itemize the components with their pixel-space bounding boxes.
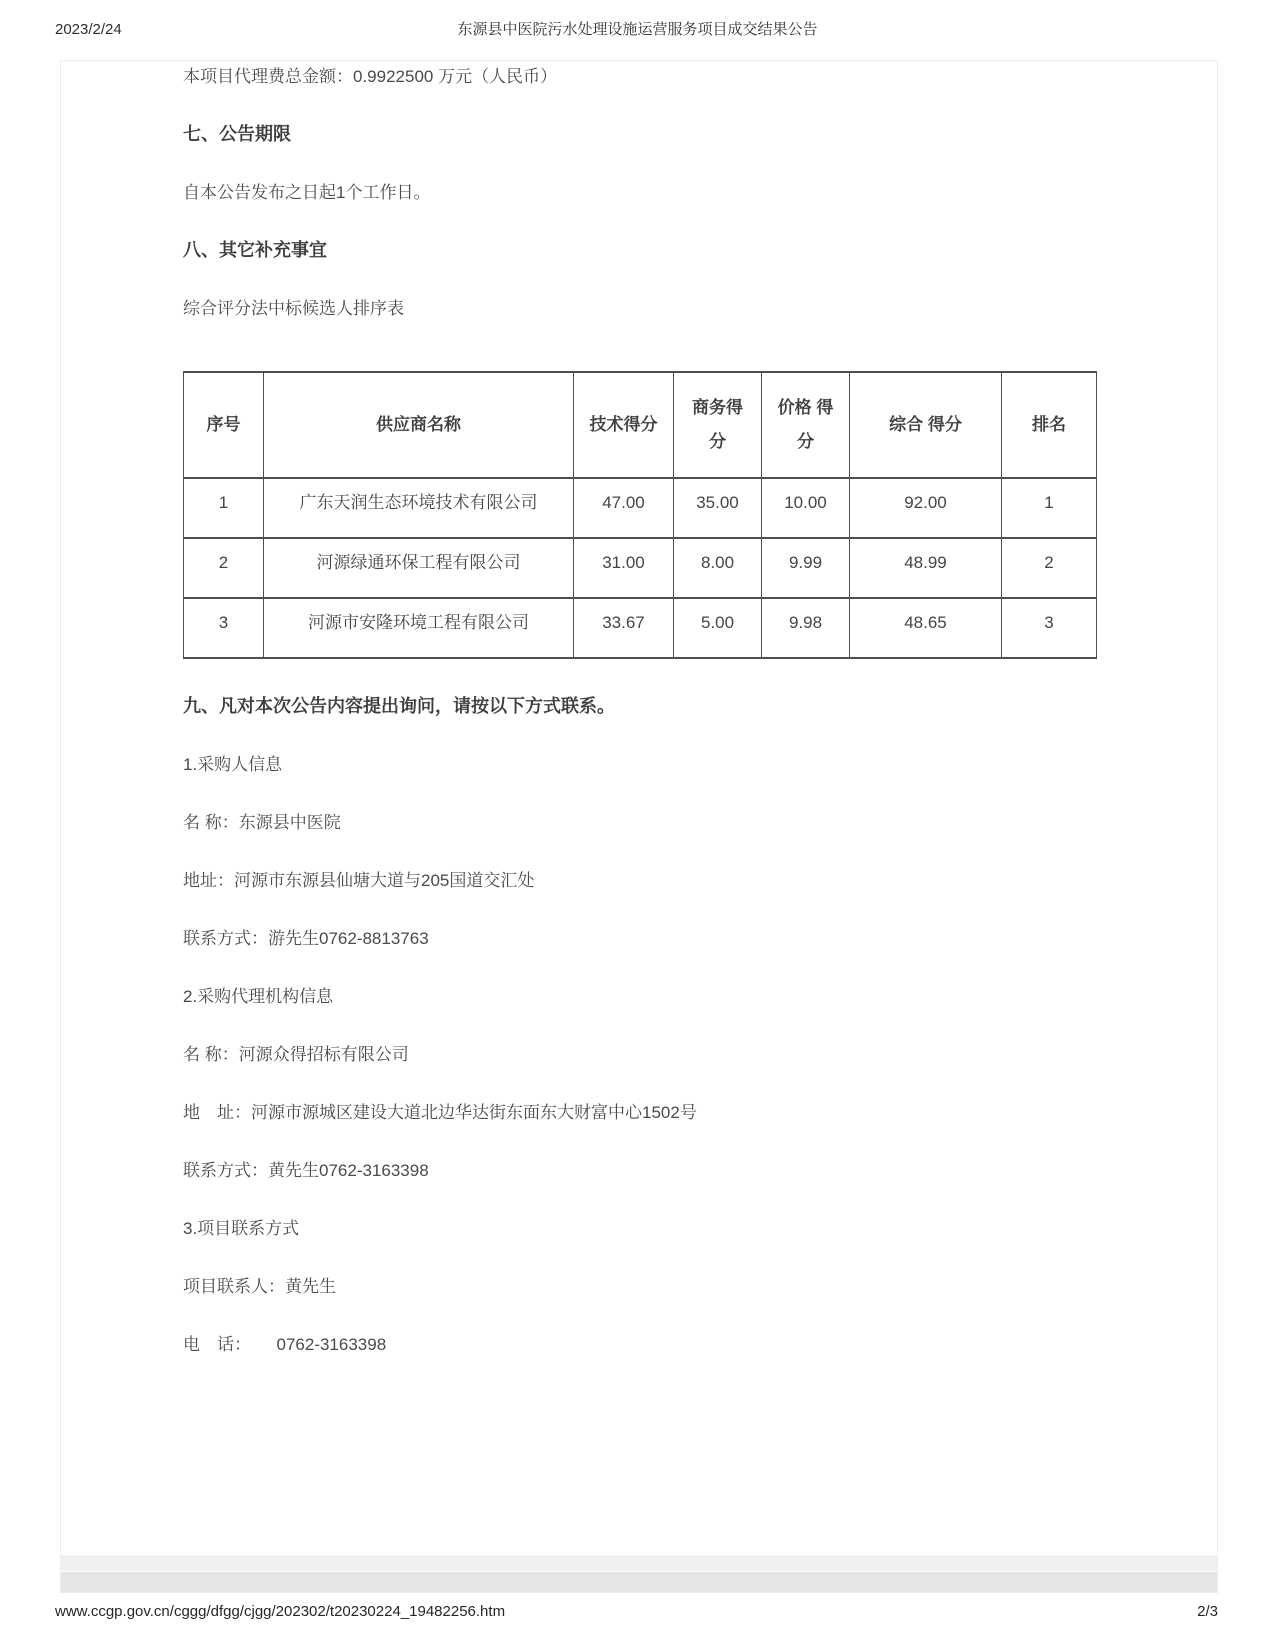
project-phone: 电 话： 0762-3163398	[183, 1335, 387, 1354]
site-footer-band-light	[61, 1555, 1217, 1571]
purchaser-contact: 联系方式：游先生0762-8813763	[183, 929, 429, 948]
table-header-cell: 序号	[184, 372, 264, 478]
agency-contact: 联系方式：黄先生0762-3163398	[183, 1161, 429, 1180]
agency-name: 名 称：河源众得招标有限公司	[183, 1045, 409, 1064]
table-cell: 河源绿通环保工程有限公司	[264, 538, 574, 598]
table-cell: 2	[1002, 538, 1097, 598]
table-header-cell: 综合 得分	[850, 372, 1002, 478]
print-footer-page-number: 2/3	[1197, 1603, 1218, 1620]
site-footer-band-dark	[61, 1572, 1217, 1592]
table-cell: 9.98	[762, 598, 850, 658]
table-cell: 10.00	[762, 478, 850, 538]
purchaser-address: 地址：河源市东源县仙塘大道与205国道交汇处	[183, 871, 535, 890]
table-cell: 48.99	[850, 538, 1002, 598]
table-cell: 31.00	[574, 538, 674, 598]
table-header-cell: 排名	[1002, 372, 1097, 478]
table-cell: 1	[1002, 478, 1097, 538]
table-header-cell: 技术得分	[574, 372, 674, 478]
print-footer-url: www.ccgp.gov.cn/cggg/dfgg/cjgg/202302/t20230224_19482256.htm	[55, 1603, 506, 1620]
agency-info-heading: 2.采购代理机构信息	[183, 987, 334, 1006]
table-cell: 47.00	[574, 478, 674, 538]
table-cell: 5.00	[674, 598, 762, 658]
table-row	[184, 478, 1097, 538]
document-content-box	[60, 60, 1218, 1593]
table-row	[184, 598, 1097, 658]
print-header-title: 东源县中医院污水处理设施运营服务项目成交结果公告	[457, 21, 818, 38]
table-header-cell: 供应商名称	[264, 372, 574, 478]
table-cell: 8.00	[674, 538, 762, 598]
project-contact-heading: 3.项目联系方式	[183, 1219, 300, 1238]
section8-heading: 八、其它补充事宜	[183, 240, 327, 260]
section7-heading: 七、公告期限	[183, 124, 291, 144]
table-header-cell: 商务得分	[674, 372, 762, 478]
table-cell: 48.65	[850, 598, 1002, 658]
table-cell: 河源市安隆环境工程有限公司	[264, 598, 574, 658]
section9-heading: 九、凡对本次公告内容提出询问，请按以下方式联系。	[183, 696, 615, 716]
print-header-date: 2023/2/24	[55, 21, 122, 38]
table-row	[184, 538, 1097, 598]
agency-fee-line: 本项目代理费总金额：0.9922500 万元（人民币）	[183, 67, 558, 86]
section8-intro: 综合评分法中标候选人排序表	[183, 299, 404, 318]
project-contact-person: 项目联系人：黄先生	[183, 1277, 336, 1296]
document-body	[61, 61, 1217, 1357]
table-cell: 广东天润生态环境技术有限公司	[264, 478, 574, 538]
candidate-ranking-table	[183, 371, 1097, 659]
table-cell: 35.00	[674, 478, 762, 538]
table-cell: 3	[184, 598, 264, 658]
table-header-row	[184, 372, 1097, 478]
table-cell: 1	[184, 478, 264, 538]
table-cell: 33.67	[574, 598, 674, 658]
purchaser-name: 名 称：东源县中医院	[183, 813, 341, 832]
table-cell: 2	[184, 538, 264, 598]
agency-address: 地 址：河源市源城区建设大道北边华达街东面东大财富中心1502号	[183, 1103, 697, 1122]
table-cell: 92.00	[850, 478, 1002, 538]
table-cell: 9.99	[762, 538, 850, 598]
table-cell: 3	[1002, 598, 1097, 658]
table-header-cell: 价格 得分	[762, 372, 850, 478]
section7-text: 自本公告发布之日起1个工作日。	[183, 183, 431, 202]
purchaser-info-heading: 1.采购人信息	[183, 755, 283, 774]
